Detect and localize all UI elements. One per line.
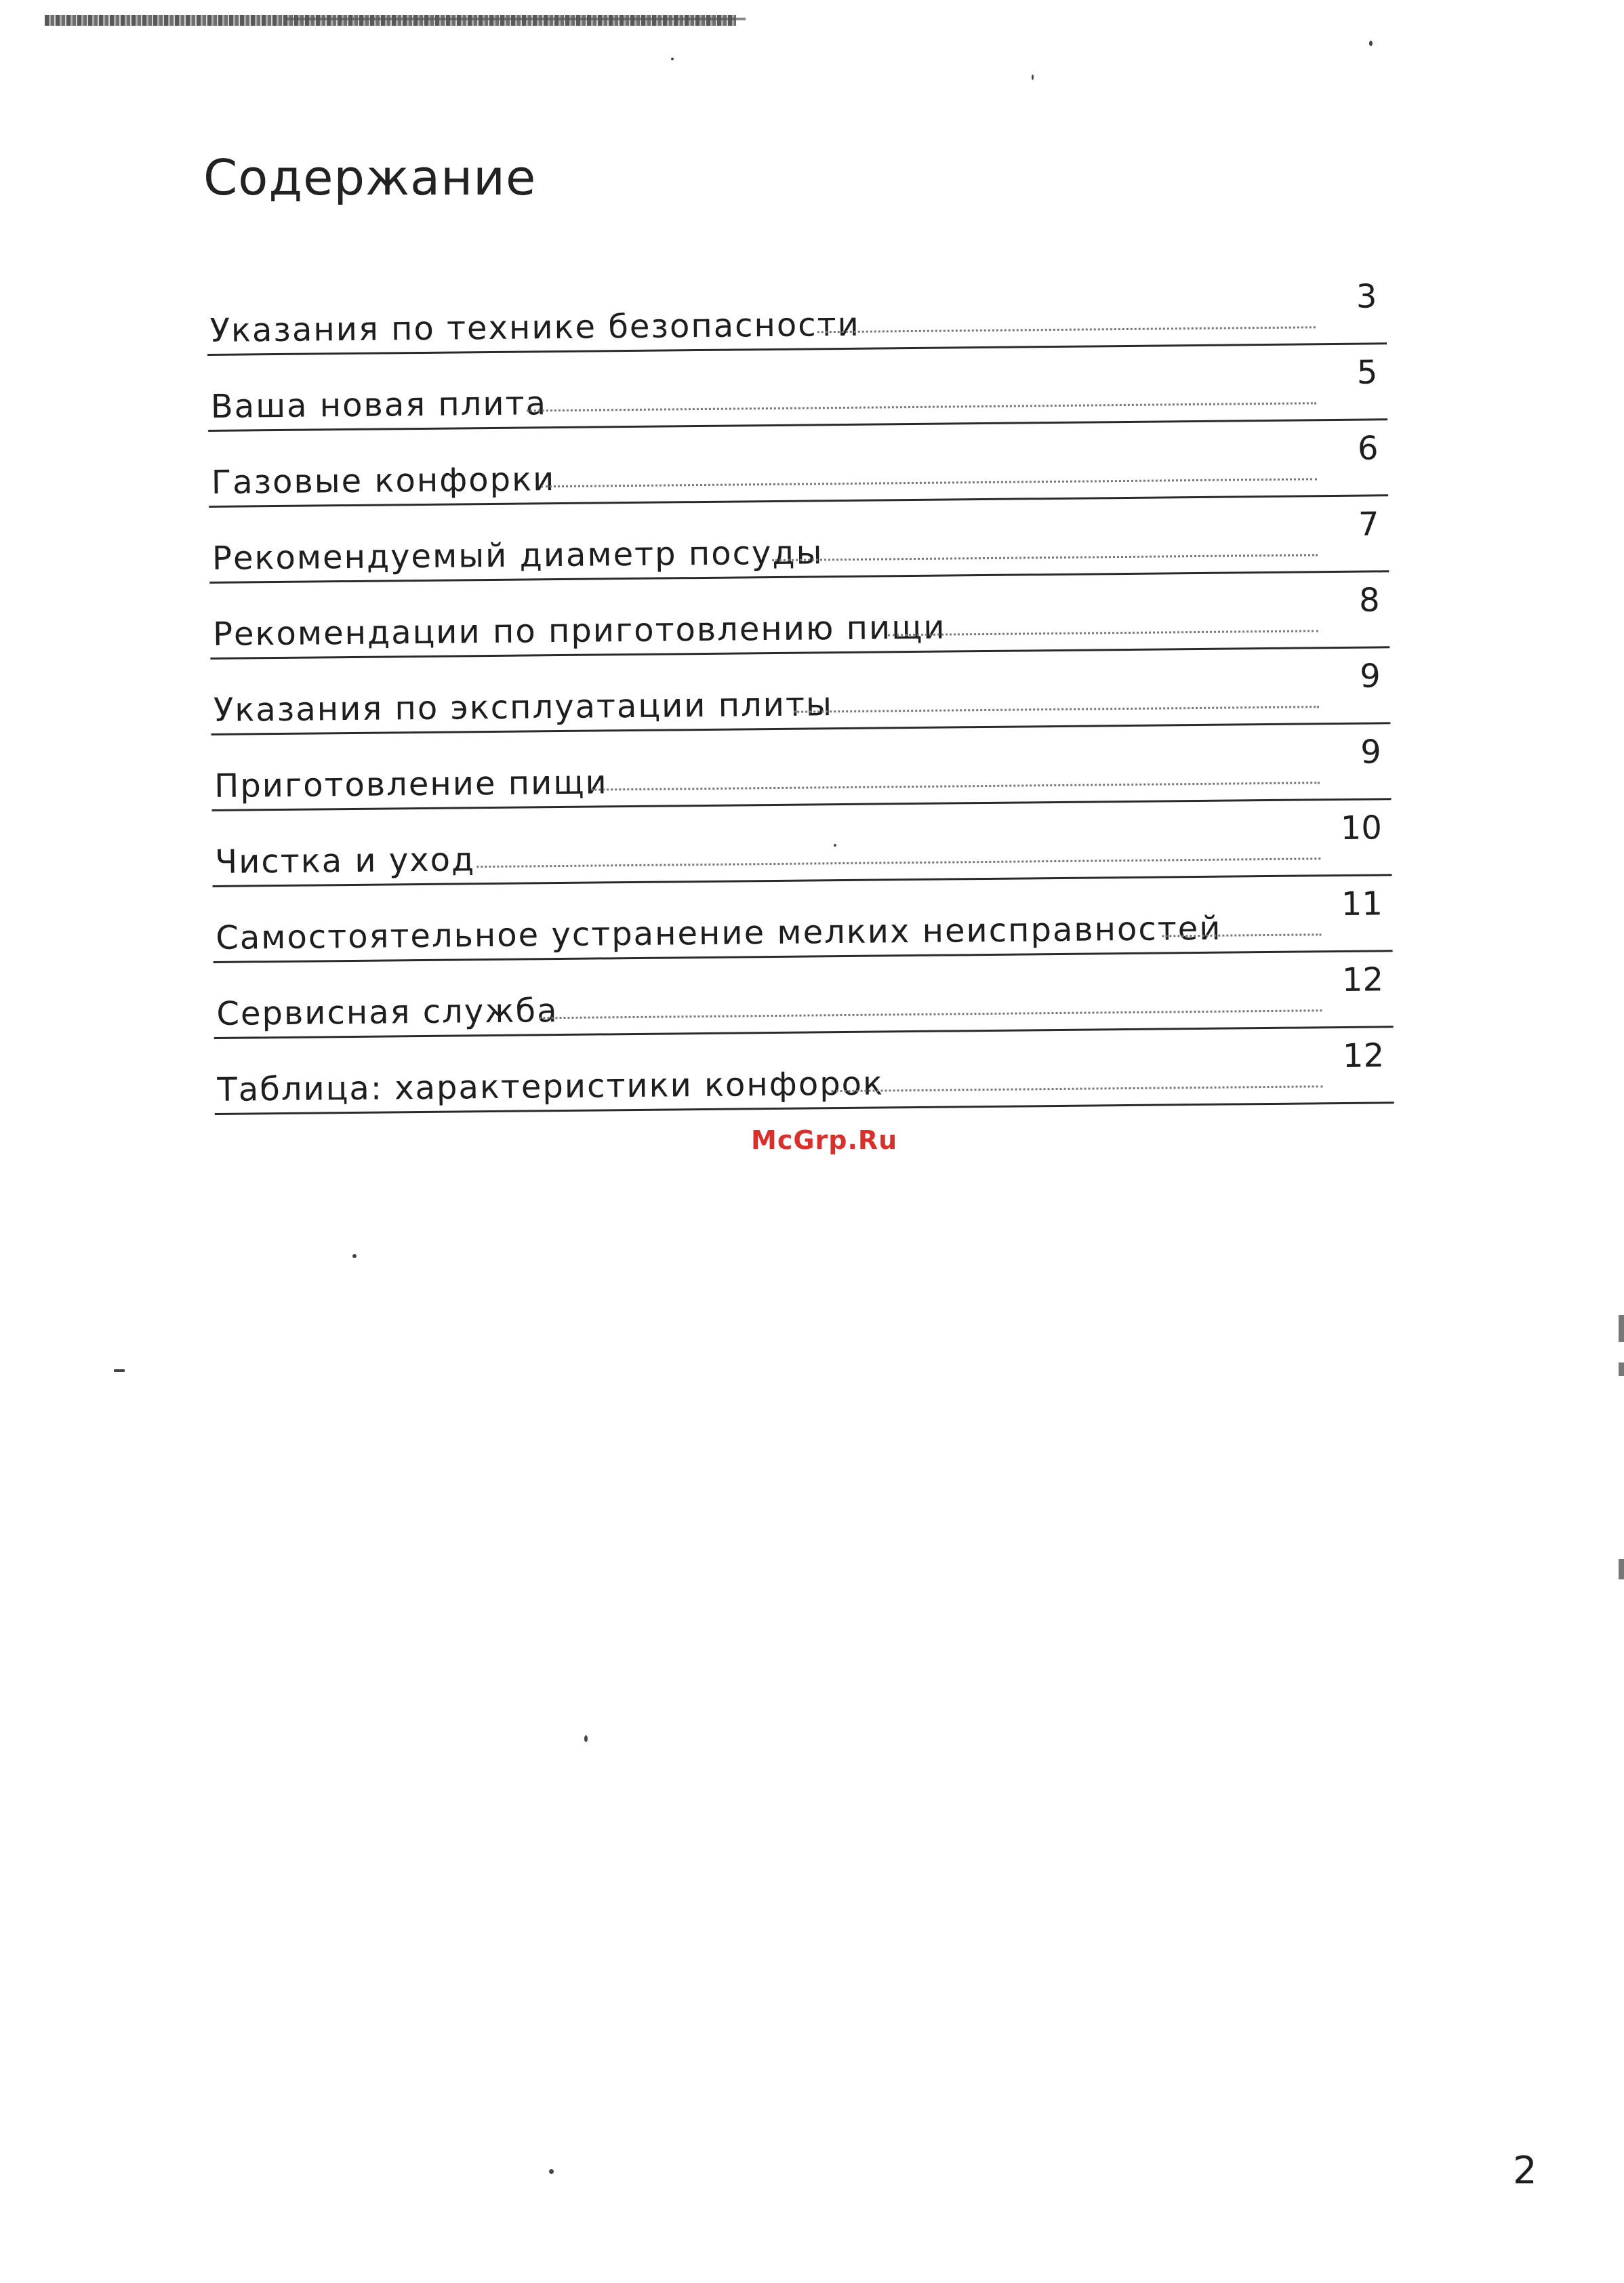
toc-entry-cooking[interactable] [211, 722, 1391, 811]
toc-entry-label: Сервисная служба [216, 992, 559, 1033]
toc-entry-label: Газовые конфорки [211, 460, 556, 502]
scan-artifact-top [45, 15, 736, 26]
toc-entry-label: Рекомендации по приготовлению пищи [212, 608, 946, 653]
toc-entry-gas-burners[interactable] [208, 418, 1388, 508]
toc-entry-label: Рекомендуемый диаметр посуды [211, 533, 824, 578]
toc-entry-page: 9 [1359, 657, 1381, 695]
toc-entry-page: 5 [1356, 353, 1378, 392]
toc-entry-page: 12 [1341, 961, 1384, 999]
scan-edge-mark [1619, 1362, 1624, 1376]
toc-leader-dots [527, 402, 1316, 411]
toc-entry-safety[interactable] [207, 266, 1387, 356]
toc-entry-label: Чистка и уход [215, 841, 476, 881]
toc-leader-dots [888, 630, 1318, 636]
scan-speck [114, 1369, 125, 1372]
toc-leader-dots [772, 554, 1318, 561]
scan-artifact-line [285, 18, 746, 20]
scan-speck [671, 58, 674, 60]
toc-entry-label: Таблица: характеристики конфорок [217, 1064, 885, 1109]
toc-entry-page: 7 [1358, 505, 1379, 544]
page-number: 2 [1513, 2149, 1537, 2193]
table-of-contents [207, 266, 1394, 1139]
toc-leader-dots [591, 782, 1320, 790]
toc-entry-label: Ваша новая плита [210, 384, 548, 426]
toc-entry-page: 11 [1341, 885, 1383, 923]
toc-entry-service[interactable] [214, 950, 1394, 1039]
scan-edge-mark [1619, 1315, 1624, 1342]
toc-entry-burner-table[interactable] [214, 1026, 1394, 1115]
toc-entry-label: Самостоятельное устранение мелких неисправностей [216, 909, 1222, 957]
scan-speck [1369, 41, 1373, 46]
toc-entry-cooking-tips[interactable] [209, 570, 1389, 660]
toc-entry-page: 8 [1358, 581, 1380, 620]
toc-entry-page: 3 [1356, 277, 1377, 316]
toc-leader-dots [817, 326, 1316, 333]
toc-leader-dots [476, 857, 1320, 868]
toc-leader-dots [541, 478, 1317, 487]
toc-entry-label: Указания по эксплуатации плиты [213, 685, 834, 729]
scan-speck [584, 1735, 588, 1742]
watermark: McGrp.Ru [751, 1125, 898, 1155]
toc-leader-dots [794, 706, 1319, 712]
scan-speck [549, 2169, 554, 2174]
toc-entry-cleaning-care[interactable] [212, 798, 1392, 887]
toc-leader-dots [539, 1009, 1322, 1019]
toc-entry-label: Приготовление пищи [214, 763, 608, 805]
page-title: Содержание [203, 149, 537, 206]
scan-speck [1032, 75, 1034, 80]
scan-edge-mark [1619, 1559, 1624, 1579]
toc-entry-page: 10 [1340, 809, 1383, 847]
toc-entry-new-stove[interactable] [207, 342, 1387, 432]
scan-speck [834, 844, 836, 847]
toc-entry-cookware-diameter[interactable] [209, 494, 1389, 584]
toc-entry-page: 9 [1360, 733, 1382, 771]
toc-leader-dots [832, 1085, 1323, 1092]
toc-entry-page: 6 [1357, 429, 1379, 468]
toc-entry-troubleshooting[interactable] [213, 874, 1393, 963]
toc-entry-operating-instructions[interactable] [210, 646, 1390, 735]
toc-entry-page: 12 [1342, 1036, 1385, 1075]
scan-speck [352, 1254, 357, 1258]
toc-entry-label: Указания по технике безопасности [209, 305, 861, 350]
